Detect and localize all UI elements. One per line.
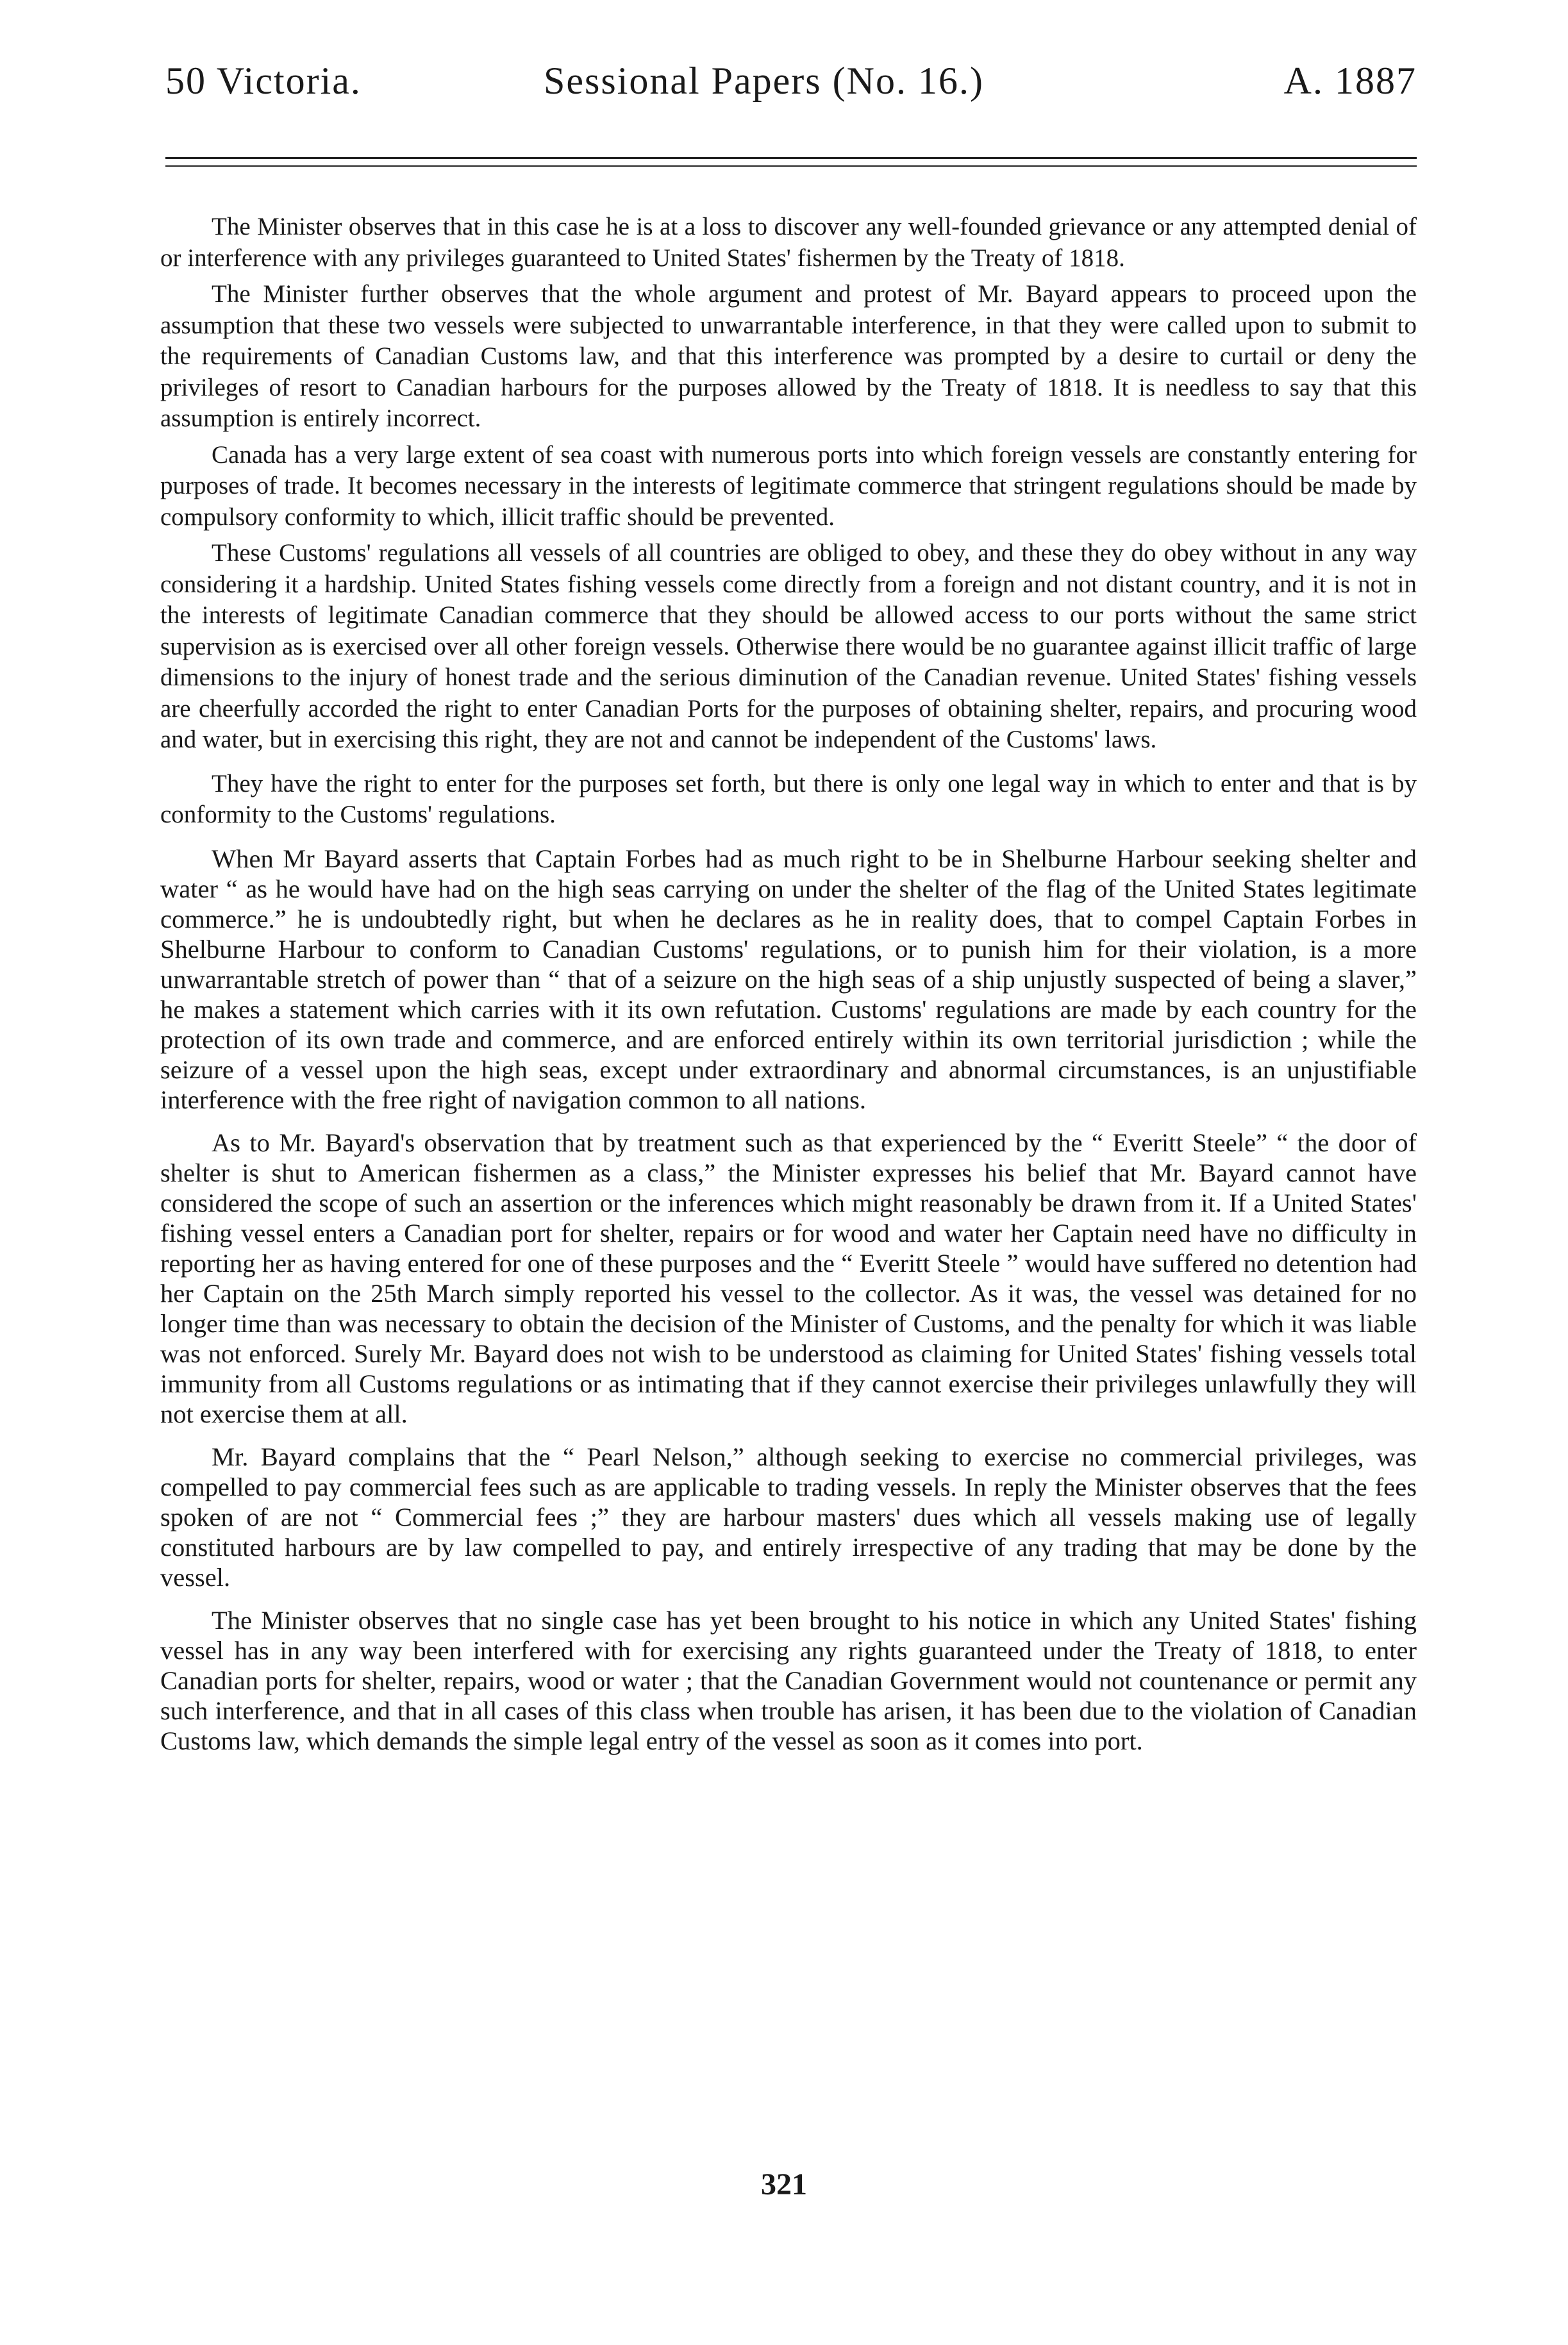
paragraph: Canada has a very large extent of sea coast with numerous ports into which foreign vessels are constantly entering for purposes of trade. It becomes necessary in the interests of legitimate commerce that stringent regulations should be made by compulsory conformity to which, illicit traffic should be prevented. bbox=[160, 440, 1417, 531]
header-rule-thick bbox=[165, 157, 1417, 159]
page-number: 321 bbox=[761, 2167, 807, 2201]
paragraph: As to Mr. Bayard's observation that by treatment such as that experienced by the “ Everitt Steele” “ the door of shelter is shut to American fishermen as a class,” the Minister expresses his belief that Mr. Bayard cannot have considered the scope of such an assertion or the inferences which might reasonably be drawn from it. If a United States' fishing vessel enters a Canadian port for shelter, repairs or for wood and water her Captain need have no difficulty in reporting her as having entered for one of these purposes and the “ Everitt Steele ” would have suffered no detention had her Captain on the 25th March simply reported his vessel to the collector. As it was, the vessel was detained for no longer time than was necessary to obtain the decision of the Minister of Customs, and the penalty for which it was liable was not enforced. Surely Mr. Bayard does not wish to be understood as claiming for United States' fishing vessels total immunity from all Customs regulations or as intimating that if they cannot exercise their privileges unlawfully they will not exercise them at all. bbox=[160, 1128, 1417, 1428]
page-header bbox=[165, 59, 1417, 136]
paragraph: They have the right to enter for the purposes set forth, but there is only one legal way in which to enter and that is by conformity to the Customs' regulations. bbox=[160, 769, 1417, 828]
header-title: Sessional Papers (No. 16.) bbox=[544, 60, 984, 102]
header-session: 50 Victoria. bbox=[165, 60, 362, 102]
header-year: A. 1887 bbox=[1283, 60, 1417, 102]
paragraph: The Minister observes that no single case has yet been brought to his notice in which any United States' fishing vessel has in any way been interfered with for exercising any rights guaranteed under the Treaty of 1818, to enter Canadian ports for shelter, repairs, wood or water ; that the Canadian Government would not countenance or permit any such interference, and that in all cases of this class when trouble has arisen, it has been due to the violation of Canadian Customs law, which demands the simple legal entry of the vessel as soon as it comes into port. bbox=[160, 1605, 1417, 1755]
header-rule-thin bbox=[165, 165, 1417, 167]
paragraph: The Minister further observes that the whole argument and protest of Mr. Bayard appears to proceed upon the assumption that these two vessels were subjected to unwarrantable interference, in that they were called upon to submit to the requirements of Canadian Customs law, and that this interference was prompted by a desire to curtail or deny the privileges of resort to Canadian harbours for the purposes allowed by the Treaty of 1818. It is needless to say that this assumption is entirely incorrect. bbox=[160, 280, 1417, 432]
paragraph: Mr. Bayard complains that the “ Pearl Nelson,” although seeking to exercise no commercial privileges, was compelled to pay commercial fees such as are applicable to trading vessels. In reply the Minister observes that the fees spoken of are not “ Commercial fees ;” they are harbour masters' dues which all vessels making use of legally constituted harbours are by law compelled to pay, and entirely irrespective of any trading that may be done by the vessel. bbox=[160, 1442, 1417, 1592]
paragraph: When Mr Bayard asserts that Captain Forbes had as much right to be in Shelburne Harbour seeking shelter and water “ as he would have had on the high seas carrying on under the shelter of the flag of the United States legitimate commerce.” he is undoubtedly right, but when he declares as he in reality does, that to compel Captain Forbes in Shelburne Harbour to conform to Canadian Customs' regulations, or to punish him for their violation, is a more unwarrantable stretch of power than “ that of a seizure on the high seas of a ship unjustly suspected of being a slaver,” he makes a statement which carries with it its own refutation. Customs' regulations are made by each country for the protection of its own trade and commerce, and are enforced entirely within its own territorial jurisdiction ; while the seizure of a vessel upon the high seas, except under extraordinary and abnormal circumstances, is an unjustifiable interference with the free right of navigation common to all nations. bbox=[160, 844, 1417, 1114]
document-body bbox=[160, 212, 1417, 1761]
paragraph: The Minister observes that in this case he is at a loss to discover any well-founded grievance or any attempted denial of or interference with any privileges guaranteed to United States' fishermen by the Treaty of 1818. bbox=[160, 213, 1417, 272]
paragraph: These Customs' regulations all vessels of all countries are obliged to obey, and these they do obey without in any way considering it a hardship. United States fishing vessels come directly from a foreign and not distant country, and it is not in the interests of legitimate Canadian commerce that they should be allowed access to our ports without the same strict supervision as is exercised over all other foreign vessels. Otherwise there would be no guarantee against illicit traffic of large dimensions to the injury of honest trade and the serious diminution of the Canadian revenue. United States' fishing vessels are cheerfully accorded the right to enter Canadian Ports for the purposes of obtaining shelter, repairs, and procuring wood and water, but in exercising this right, they are not and cannot be independent of the Customs' laws. bbox=[160, 539, 1417, 753]
